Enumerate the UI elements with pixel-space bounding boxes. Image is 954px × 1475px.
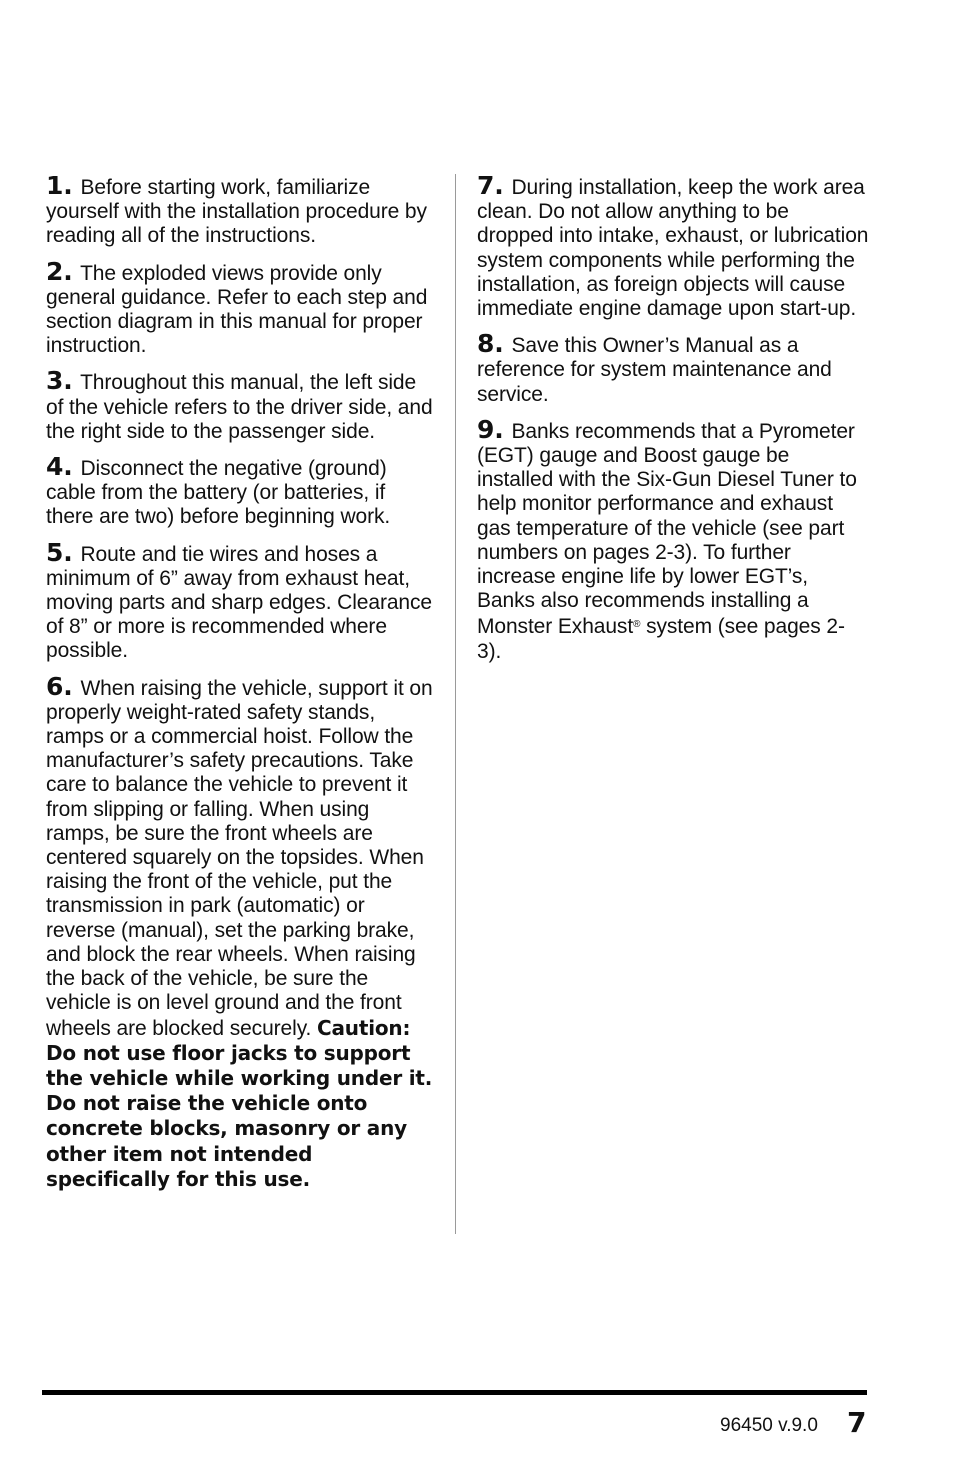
step-text: Disconnect the negative (ground) cable from the battery (or batteries, if there are two) before beginning work. xyxy=(46,457,391,529)
registered-mark: ® xyxy=(633,619,641,631)
caution-text: Caution: Do not use floor jacks to support the vehicle while working under it. Do not raise the vehicle onto concrete blocks, masonry or any other item not intended specifically for this use. xyxy=(46,1015,433,1191)
step-text: Save this Owner’s Manual as a reference for system maintenance and service. xyxy=(477,334,832,406)
step-number: 1. xyxy=(46,171,73,200)
instruction-7 xyxy=(477,171,869,321)
step-text: Before starting work, familiarize yourself with the installation procedure by reading all of the instructions. xyxy=(46,176,427,248)
step-number: 5. xyxy=(46,537,73,567)
step-text: Route and tie wires and hoses a minimum of 6” away from exhaust heat, moving parts and sharp edges. Clearance of 8” or more is recommended where possible. xyxy=(46,542,432,663)
step-number: 4. xyxy=(46,452,73,482)
step-number: 7. xyxy=(477,171,504,200)
step-number: 9. xyxy=(477,414,504,444)
instruction-1 xyxy=(46,171,438,249)
step-text: During installation, keep the work area clean. Do not allow anything to be dropped into intake, exhaust, or lubrication system components while performing the installation, as foreign objects will cause immediate engine damage upon start-up. xyxy=(477,176,869,321)
step-number: 2. xyxy=(46,256,73,286)
instruction-6 xyxy=(46,671,438,1192)
left-column xyxy=(46,171,438,1203)
column-divider xyxy=(455,174,456,1234)
instruction-8 xyxy=(477,329,869,407)
instruction-9 xyxy=(477,414,869,664)
step-number: 8. xyxy=(477,329,504,359)
footer-rule xyxy=(42,1390,867,1395)
step-text: Throughout this manual, the left side of the vehicle refers to the driver side, and the right side to the passenger side. xyxy=(46,371,433,443)
instruction-5 xyxy=(46,537,438,664)
instruction-2 xyxy=(46,256,438,359)
step-text: When raising the vehicle, support it on properly weight-rated safety stands, ramps or a commercial hoist. Follow the manufacturer’s safety precautions. Take care to balance the vehicle to prevent it from slipping or falling. When using ramps, be sure the front wheels are centered squarely on the topsides. When raising the front of the vehicle, put the transmission in park (automatic) or reverse (manual), set the parking brake, and block the rear wheels. When raising the back of the vehicle, be sure the vehicle is on level ground and the front wheels are blocked securely. xyxy=(46,676,433,1040)
instruction-3 xyxy=(46,366,438,444)
instruction-4 xyxy=(46,452,438,530)
step-number: 6. xyxy=(46,671,73,701)
step-text-continued: system (see pages 2-3). xyxy=(477,615,845,663)
page-number: 7 xyxy=(847,1406,867,1439)
right-column xyxy=(477,171,869,675)
step-text: The exploded views provide only general guidance. Refer to each step and section diagram in this manual for proper instruction. xyxy=(46,261,428,358)
step-number: 3. xyxy=(46,366,73,396)
document-version: 96450 v.9.0 xyxy=(720,1415,818,1436)
step-text: Banks recommends that a Pyrometer (EGT) gauge and Boost gauge be installed with the Six-Gun Diesel Tuner to help monitor performance and exhaust gas temperature of the vehicle (see part numbers on pages 2-3). To further increase engine life by lower EGT’s, Banks also recommends installing a Monster Exhaust xyxy=(477,419,857,639)
